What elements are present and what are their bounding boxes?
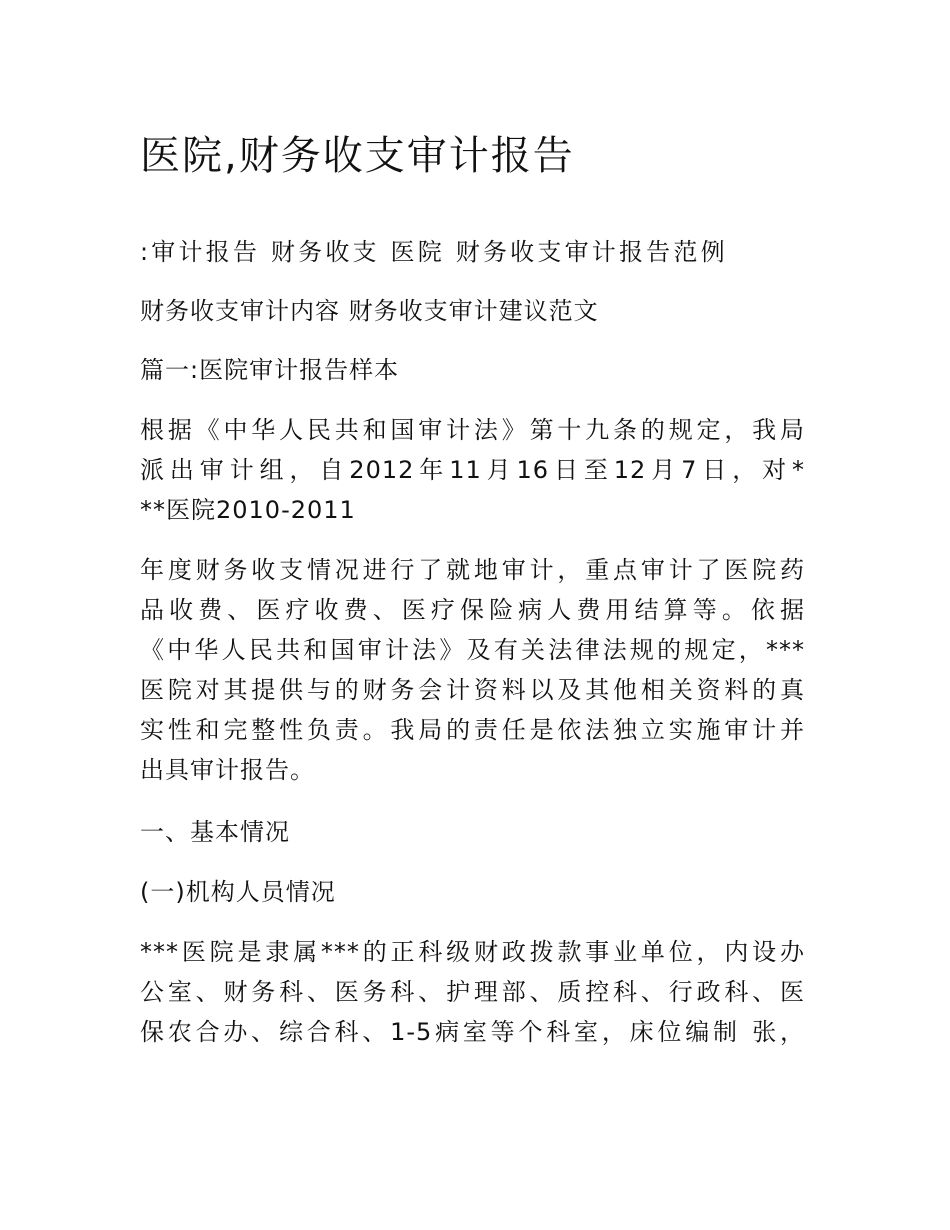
paragraph-line: 根据《中华人民共和国审计法》第十九条的规定，我局 (140, 416, 805, 444)
section-heading: 篇一:医院审计报告样本 (140, 356, 400, 384)
paragraph-1 (140, 410, 820, 530)
section-heading-block (140, 350, 820, 390)
paragraph-line: 医院对其提供与的财务会计资料以及其他相关资料的真 (140, 676, 805, 704)
heading-basic: 一、基本情况 (140, 818, 290, 846)
paragraph-line: 派出审计组，自2012年11月16日至12月7日，对* (140, 456, 805, 484)
heading-staff: (一)机构人员情况 (140, 878, 336, 906)
heading-staff-block (140, 872, 820, 912)
keywords-line-2: 财务收支审计内容 财务收支审计建议范文 (140, 297, 599, 325)
keywords-line-1: :审计报告 财务收支 医院 财务收支审计报告范例 (140, 238, 728, 266)
paragraph-line: 实性和完整性负责。我局的责任是依法独立实施审计并 (140, 716, 805, 744)
keywords-block-2 (140, 291, 820, 331)
paragraph-line: 品收费、医疗收费、医疗保险病人费用结算等。依据 (140, 596, 805, 624)
paragraph-line: 保农合办、综合科、1-5病室等个科室，床位编制 张， (140, 1018, 805, 1046)
paragraph-line: ***医院是隶属***的正科级财政拨款事业单位，内设办 (140, 938, 805, 966)
paragraph-line: 出具审计报告。 (140, 756, 315, 784)
paragraph-line: **医院2010-2011 (140, 496, 356, 524)
paragraph-line: 公室、财务科、医务科、护理部、质控科、行政科、医 (140, 978, 805, 1006)
document-title: 医院,财务收支审计报告 (140, 133, 575, 179)
paragraph-line: 年度财务收支情况进行了就地审计，重点审计了医院药 (140, 556, 805, 584)
paragraph-2 (140, 550, 820, 790)
paragraph-3 (140, 932, 820, 1052)
keywords-block (140, 232, 820, 272)
heading-basic-block (140, 812, 820, 852)
paragraph-line: 《中华人民共和国审计法》及有关法律法规的规定，*** (140, 636, 805, 664)
